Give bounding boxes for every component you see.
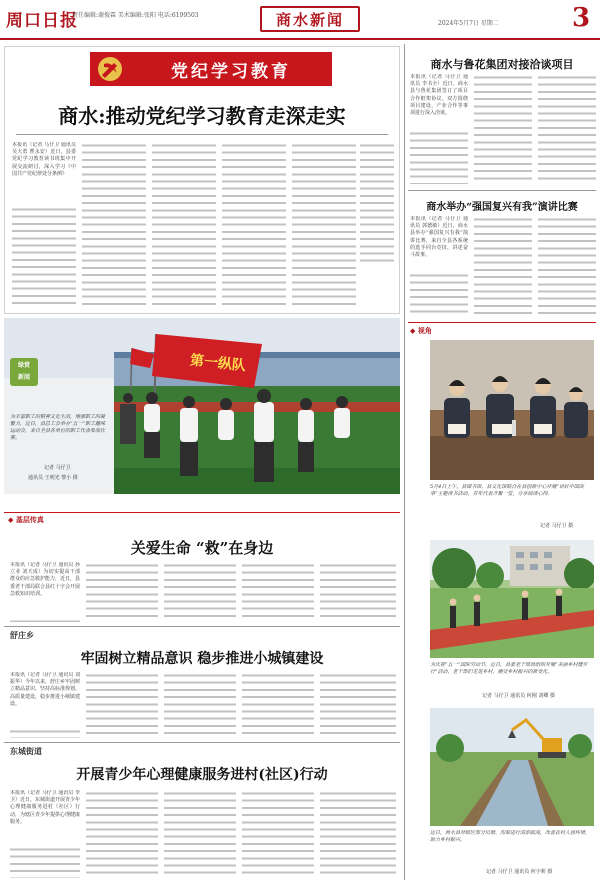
lead-column-3 bbox=[152, 142, 216, 308]
sports-photo bbox=[4, 318, 400, 494]
right-top-column-2 bbox=[474, 74, 532, 184]
lead-column-1 bbox=[12, 142, 76, 308]
reading-credit: 记者 马仔卫 摄 bbox=[540, 523, 574, 529]
divider bbox=[4, 626, 400, 627]
section-rule bbox=[4, 512, 400, 513]
story1-text: 本报讯（记者 马仔卫 通讯员 孙立业 刘天成）为切实提高干部群众的应急救护能力，近日，县委老干部局联合县红十字会开展急救知识培训。 bbox=[10, 562, 80, 597]
banner-title: 党纪学习教育 bbox=[171, 61, 291, 82]
walk-photo bbox=[430, 540, 594, 658]
divider bbox=[4, 742, 400, 743]
story3-column-1 bbox=[10, 790, 80, 878]
story3-column-4 bbox=[242, 790, 314, 878]
right-top-headline: 商水与鲁花集团对接洽谈项目 bbox=[430, 58, 574, 71]
story2-column-2 bbox=[86, 672, 158, 738]
reading-photo bbox=[430, 340, 594, 480]
story3-headline: 开展青少年心理健康服务进村(社区)行动 bbox=[76, 767, 328, 783]
lead-column-4 bbox=[222, 142, 286, 308]
canal-dredging-image bbox=[430, 708, 594, 826]
newspaper-logo: 周口日报 bbox=[6, 11, 78, 31]
story1-column-3 bbox=[164, 562, 236, 622]
story3-text: 本报讯（记者 马仔卫 通讯员 李卫）近日，东城街道开展青少年心理健康服务进村（社区）行动，为辖区青少年提供心理健康服务。 bbox=[10, 790, 80, 825]
lead-column-6 bbox=[360, 142, 394, 262]
right-top-column-3 bbox=[538, 74, 596, 184]
badge-line-1: 绿赏 bbox=[17, 362, 30, 369]
green-news-badge bbox=[10, 358, 38, 386]
story2-headline: 牢固树立精品意识 稳步推进小城镇建设 bbox=[80, 651, 324, 667]
page-number: 3 bbox=[571, 3, 591, 33]
lead-text: 本报讯（记者 马仔卫 通讯员 吴大勇 曹永安）近日，县委党纪学习教育读书班集中开展交流研讨，深入学习《中国共产党纪律处分条例》 bbox=[12, 142, 76, 177]
walk-caption: 为庆祝“五一”国际劳动节，近日，县委老干部局组织开展“美丽乡村健步行”活动，老干部们走进乡村，感受乡村振兴的新变化。 bbox=[430, 662, 588, 675]
badge-line-2: 新闻 bbox=[17, 374, 30, 381]
right-top-text: 本报讯（记者 马仔卫 通讯员 李书全）近日，商水县与鲁花集团签订了项目合作框架协议。双方围绕项目建设、产业合作等事项进行深入洽谈。 bbox=[410, 74, 468, 117]
story3-column-2 bbox=[86, 790, 158, 878]
photo-credit-2: 通讯员 王明光 黎小 摄 bbox=[28, 475, 78, 481]
lead-headline: 商水:推动党纪学习教育走深走实 bbox=[58, 104, 346, 128]
divider bbox=[16, 134, 388, 135]
photo-credit-1: 记者 马仔卫 bbox=[44, 465, 71, 471]
section-label-jiceng: ◆ 基层传真 bbox=[8, 515, 44, 524]
dredging-caption: 近日，商水县对辖区部分坑塘、沟渠进行清淤疏浚，改善农村人居环境，助力乡村振兴。 bbox=[430, 830, 591, 843]
story3-column-3 bbox=[164, 790, 236, 878]
lead-column-5 bbox=[292, 142, 356, 308]
story1-column-5 bbox=[320, 562, 396, 622]
right-top-column-1 bbox=[410, 74, 468, 184]
dredging-photo bbox=[430, 708, 594, 826]
story2-text: 本报讯（记者 马仔卫 通讯员 刘振华）今年以来，舒庄乡牢固树立精品意识，坚持高标准规划、高质量建设，稳步推进小城镇建设。 bbox=[10, 672, 80, 707]
story2-column-4 bbox=[242, 672, 314, 738]
right-mid-column-2 bbox=[474, 216, 532, 316]
party-education-banner bbox=[90, 52, 332, 86]
right-mid-text: 本报讯（记者 马仔卫 通讯员 郭德敏）近日，商水县举办“强国复兴有我”演讲比赛，来自全县各系统的选手同台竞技，讲述奋斗故事。 bbox=[410, 216, 468, 259]
story3-column-5 bbox=[320, 790, 396, 878]
story1-column-4 bbox=[242, 562, 314, 622]
right-mid-column-3 bbox=[538, 216, 596, 316]
reading-event-image bbox=[430, 340, 594, 480]
story1-column-1 bbox=[10, 562, 80, 622]
photo-caption: 为丰富职工的精神文化生活，增强职工的凝聚力，近日，县总工会举办“五一”职工趣味运动会，来自全县各单位的职工代表参加比赛。 bbox=[10, 414, 106, 441]
section-rule bbox=[408, 322, 596, 323]
section-label-shijiao: ◆ 视角 bbox=[410, 326, 432, 335]
section-title: 商水新闻 bbox=[260, 6, 360, 32]
walk-credit: 记者 马仔卫 通讯员 何刚 刘卿 摄 bbox=[482, 693, 555, 699]
story2-column-3 bbox=[164, 672, 236, 738]
village-walk-image bbox=[430, 540, 594, 658]
story3-place: 东城街道 bbox=[10, 746, 42, 756]
story2-place: 舒庄乡 bbox=[10, 630, 34, 640]
reading-caption: 5月4日上午，县图书馆、县文化馆联合在县创新中心开展“讲好中国故事”主题读书活动，青年代表齐聚一堂，分享阅读心得。 bbox=[430, 484, 584, 497]
party-emblem-icon bbox=[90, 53, 130, 85]
section-label-text: 视角 bbox=[417, 326, 432, 335]
dredging-credit: 记者 马仔卫 通讯员 何宇莉 摄 bbox=[486, 869, 553, 875]
lead-column-2 bbox=[82, 142, 146, 308]
story2-column-1 bbox=[10, 672, 80, 738]
story1-headline: 关爱生命 “救”在身边 bbox=[130, 539, 274, 557]
flag-text: 第一纵队 bbox=[189, 352, 247, 375]
right-mid-column-1 bbox=[410, 216, 468, 316]
story1-column-2 bbox=[86, 562, 158, 622]
divider bbox=[408, 190, 596, 191]
story2-column-5 bbox=[320, 672, 396, 738]
right-mid-headline: 商水举办“强国复兴有我”演讲比赛 bbox=[426, 202, 578, 213]
editor-info: 责任编辑:谢俊霖 美术编辑:张阳 电话:6199503 bbox=[72, 12, 199, 19]
issue-date: 2024年5月7日 星期二 bbox=[438, 20, 499, 27]
section-label-text: 基层传真 bbox=[15, 515, 44, 524]
column-divider bbox=[404, 44, 405, 880]
